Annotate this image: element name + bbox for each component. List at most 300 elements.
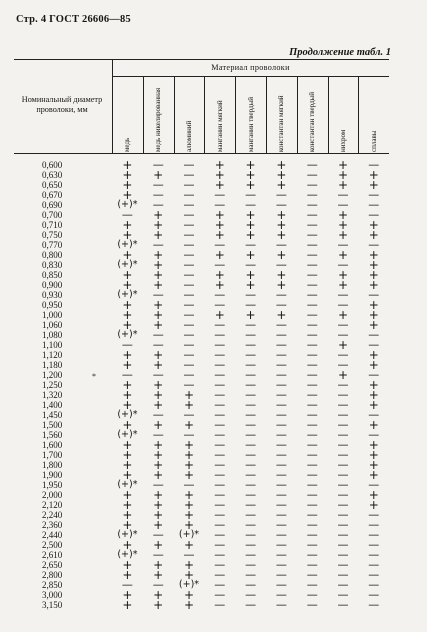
- table-cell: —: [214, 448, 226, 461]
- column-divider: [204, 76, 205, 153]
- table-cell: —: [183, 408, 195, 421]
- diameter-value: 0,950: [42, 300, 63, 310]
- table-cell: —: [306, 428, 318, 441]
- table-cell: —: [245, 328, 257, 341]
- table-cell: —: [183, 188, 195, 201]
- table-cell: —: [245, 448, 257, 461]
- table-cell: +: [183, 468, 195, 482]
- table-cell: —: [306, 308, 318, 321]
- table-cell: +: [183, 508, 195, 522]
- table-cell: +: [276, 208, 287, 222]
- table-cell: —: [368, 538, 380, 551]
- table-cell: —: [275, 488, 287, 501]
- diameter-value: 1,120: [42, 350, 63, 360]
- table-cell: —: [152, 198, 164, 211]
- table-row: [14, 600, 389, 610]
- table-cell: +: [337, 338, 349, 352]
- table-row: [14, 590, 389, 600]
- table-cell: +: [122, 518, 133, 532]
- table-cell: —: [152, 578, 164, 591]
- table-cell: —: [368, 288, 380, 301]
- table-cell: +: [122, 458, 133, 472]
- diameter-value: 1,320: [42, 390, 63, 400]
- table-cell: —: [306, 498, 318, 511]
- table-cell: —: [306, 398, 318, 411]
- table-cell: +: [183, 568, 195, 582]
- diameter-value: 1,950: [42, 480, 63, 490]
- table-cell: +: [153, 228, 164, 242]
- table-cell: —: [275, 368, 287, 381]
- table-cell: —: [337, 188, 349, 201]
- table-cell: —: [337, 508, 349, 521]
- column-divider: [297, 76, 298, 153]
- table-cell: +: [183, 388, 195, 402]
- table-cell: —: [183, 248, 195, 261]
- diameter-value: 0,650: [42, 180, 63, 190]
- table-cell: —: [245, 468, 257, 481]
- diameter-value: 1,080: [42, 330, 63, 340]
- table-row: [14, 300, 389, 310]
- table-cell: —: [275, 508, 287, 521]
- table-cell: —: [306, 298, 318, 311]
- table-cell: —: [214, 428, 226, 441]
- table-cell: —: [306, 448, 318, 461]
- table-cell: +: [153, 538, 164, 552]
- table-cell: —: [245, 418, 257, 431]
- table-cell: —: [245, 298, 257, 311]
- table-row: [14, 490, 389, 500]
- table-cell: —: [337, 408, 349, 421]
- table-cell: +: [122, 358, 133, 372]
- column-divider: [174, 76, 175, 153]
- table-cell: —: [275, 458, 287, 471]
- column-header-2: алюминий: [185, 120, 193, 152]
- table-cell: —: [368, 368, 380, 381]
- table-cell: —: [368, 518, 380, 531]
- table-cell: —: [275, 498, 287, 511]
- table-cell: +: [122, 568, 133, 582]
- table-cell: —: [214, 598, 226, 611]
- table-cell: +: [245, 208, 256, 222]
- table-cell: —: [306, 388, 318, 401]
- column-header-cell: [339, 79, 348, 152]
- table-cell: —: [306, 468, 318, 481]
- stub-divider: [112, 59, 113, 153]
- table-cell: —: [368, 158, 380, 171]
- table-cell: +: [214, 308, 225, 322]
- table-cell: —: [245, 238, 257, 251]
- column-divider: [266, 76, 267, 153]
- diameter-value: 0,630: [42, 170, 63, 180]
- table-cell: —: [245, 478, 257, 491]
- column-header-4: манганин твердый: [246, 96, 255, 152]
- table-cell: —: [337, 258, 349, 271]
- table-cell: —: [245, 398, 257, 411]
- table-cell: —: [275, 558, 287, 571]
- table-cell: —: [306, 538, 318, 551]
- table-cell: —: [183, 298, 195, 311]
- table-cell: —: [337, 418, 349, 431]
- table-cell: —: [337, 538, 349, 551]
- table-cell: +: [276, 178, 287, 192]
- table-cell: +: [122, 448, 133, 462]
- table-cell: +: [337, 268, 349, 282]
- diameter-value: 1,250: [42, 380, 63, 390]
- table-cell: (+)*: [178, 529, 200, 540]
- table-cell: —: [245, 588, 257, 601]
- table-cell: —: [368, 428, 380, 441]
- table-cell: +: [368, 438, 379, 452]
- table-cell: +: [276, 168, 287, 182]
- table-cell: —: [368, 568, 380, 581]
- table-cell: —: [245, 358, 257, 371]
- table-cell: —: [245, 368, 257, 381]
- table-cell: +: [122, 558, 133, 572]
- table-cell: +: [276, 248, 287, 262]
- table-cell: +: [368, 448, 379, 462]
- table-cell: —: [245, 438, 257, 451]
- column-divider: [328, 76, 329, 153]
- diameter-value: 2,850: [42, 580, 63, 590]
- table-cell: —: [275, 528, 287, 541]
- table-cell: —: [245, 458, 257, 471]
- diameter-value: 0,600: [42, 160, 63, 170]
- table-row: [14, 480, 389, 490]
- table-row: [14, 500, 389, 510]
- table-cell: —: [337, 428, 349, 441]
- diameter-value: 2,610: [42, 550, 63, 560]
- table-cell: —: [306, 588, 318, 601]
- table-row: [14, 200, 389, 210]
- table-cell: —: [245, 568, 257, 581]
- table-cell: —: [337, 568, 349, 581]
- table-cell: —: [214, 508, 226, 521]
- table-cell: +: [153, 558, 164, 572]
- table-cell: +: [153, 278, 164, 292]
- table-cell: +: [122, 268, 133, 282]
- table-row: [14, 360, 389, 370]
- table-cell: —: [306, 378, 318, 391]
- table-cell: —: [368, 328, 380, 341]
- table-cell: —: [214, 338, 226, 351]
- table-cell: —: [183, 258, 195, 271]
- table-cell: +: [122, 318, 133, 332]
- table-cell: —: [368, 558, 380, 571]
- table-cell: —: [337, 348, 349, 361]
- table-cell: —: [245, 488, 257, 501]
- table-cell: —: [275, 588, 287, 601]
- table-cell: +: [153, 348, 164, 362]
- table-cell: —: [337, 468, 349, 481]
- table-cell: +: [337, 218, 349, 232]
- table-cell: —: [245, 378, 257, 391]
- table-cell: —: [306, 368, 318, 381]
- table-cell: +: [183, 588, 195, 602]
- table-cell: —: [306, 478, 318, 491]
- table-cell: +: [122, 378, 133, 392]
- table-cell: —: [214, 568, 226, 581]
- table-cell: —: [306, 168, 318, 181]
- table-cell: —: [275, 348, 287, 361]
- table-cell: —: [214, 388, 226, 401]
- table-cell: —: [275, 258, 287, 271]
- table-cell: —: [306, 228, 318, 241]
- table-row: [14, 290, 389, 300]
- table-cell: —: [152, 408, 164, 421]
- table-cell: —: [183, 198, 195, 211]
- table-cell: —: [306, 348, 318, 361]
- table-cell: —: [183, 428, 195, 441]
- table-cell: —: [152, 238, 164, 251]
- table-cell: —: [368, 408, 380, 421]
- table-cell: —: [214, 348, 226, 361]
- diameter-value: 1,700: [42, 450, 63, 460]
- table-cell: +: [122, 348, 133, 362]
- table-row: [14, 440, 389, 450]
- table-cell: +: [368, 278, 379, 292]
- table-cell: —: [275, 188, 287, 201]
- table-cell: —: [275, 428, 287, 441]
- table-cell: +: [153, 508, 164, 522]
- table-cell: +: [153, 268, 164, 282]
- table-cell: +: [368, 378, 379, 392]
- diameter-value: 2,240: [42, 510, 63, 520]
- table-cell: —: [368, 508, 380, 521]
- table-cell: +: [368, 298, 379, 312]
- table-cell: +: [153, 488, 164, 502]
- table-cell: —: [183, 378, 195, 391]
- table-cell: +: [153, 418, 164, 432]
- table-cell: —: [214, 378, 226, 391]
- table-cell: —: [368, 548, 380, 561]
- table-cell: +: [368, 258, 379, 272]
- table-cell: +: [368, 348, 379, 362]
- table-cell: +: [337, 208, 349, 222]
- table-cell: +: [368, 458, 379, 472]
- column-divider: [235, 76, 236, 153]
- table-cell: —: [337, 578, 349, 591]
- table-cell: —: [183, 338, 195, 351]
- table-cell: —: [275, 518, 287, 531]
- table-cell: +: [337, 248, 349, 262]
- table-cell: —: [275, 568, 287, 581]
- diameter-value: 1,000: [42, 310, 63, 320]
- table-cell: +: [153, 168, 164, 182]
- table-cell: —: [275, 578, 287, 591]
- table-cell: —: [337, 458, 349, 471]
- table-cell: +: [368, 318, 379, 332]
- table-cell: —: [337, 598, 349, 611]
- diameter-value: 2,360: [42, 520, 63, 530]
- table-cell: +: [183, 598, 195, 612]
- diameter-value: 0,670: [42, 190, 63, 200]
- table-cell: —: [337, 388, 349, 401]
- table-cell: —: [368, 198, 380, 211]
- table-cell: —: [214, 328, 226, 341]
- table-cell: —: [368, 208, 380, 221]
- table-cell: —: [183, 168, 195, 181]
- table-cell: +: [214, 168, 225, 182]
- table-cell: —: [368, 238, 380, 251]
- table-cell: —: [337, 198, 349, 211]
- table-cell: +: [276, 218, 287, 232]
- table-cell: —: [275, 598, 287, 611]
- table-cell: +: [183, 538, 195, 552]
- diameter-value: 1,180: [42, 360, 63, 370]
- table-cell: —: [275, 548, 287, 561]
- diameter-value: 0,830: [42, 260, 63, 270]
- table-cell: +: [214, 228, 225, 242]
- diameter-value: 1,060: [42, 320, 63, 330]
- table-cell: +: [214, 158, 225, 172]
- table-cell: —: [245, 258, 257, 271]
- table-cell: +: [368, 398, 379, 412]
- table-cell: —: [337, 398, 349, 411]
- margin-asterisk: *: [92, 372, 96, 381]
- column-header-3: манганин мягкий: [215, 100, 224, 152]
- table-cell: —: [183, 178, 195, 191]
- table-cell: +: [153, 438, 164, 452]
- diameter-value: 2,120: [42, 500, 63, 510]
- table-cell: +: [368, 178, 379, 192]
- table-row: [14, 260, 389, 270]
- diameter-value: 0,800: [42, 250, 63, 260]
- table-cell: —: [214, 488, 226, 501]
- table-row: [14, 240, 389, 250]
- table-cell: —: [275, 418, 287, 431]
- table-cell: —: [214, 548, 226, 561]
- table-cell: +: [122, 538, 133, 552]
- table-cell: +: [122, 218, 133, 232]
- table-cell: —: [183, 308, 195, 321]
- table-cell: +: [337, 368, 349, 382]
- table-row: [14, 540, 389, 550]
- table-cell: —: [306, 268, 318, 281]
- table-cell: +: [122, 158, 133, 172]
- table-cell: +: [122, 498, 133, 512]
- table-cell: —: [306, 188, 318, 201]
- table-cell: —: [245, 518, 257, 531]
- table-cell: —: [306, 598, 318, 611]
- table-cell: —: [152, 368, 164, 381]
- table-cell: —: [183, 158, 195, 171]
- table-cell: —: [337, 488, 349, 501]
- table-cell: —: [306, 338, 318, 351]
- table-cell: +: [122, 188, 133, 202]
- table-cell: —: [275, 378, 287, 391]
- table-row: [14, 520, 389, 530]
- table-cell: (+)*: [178, 579, 200, 590]
- table-cell: —: [214, 518, 226, 531]
- table-cell: +: [183, 498, 195, 512]
- table-cell: —: [368, 598, 380, 611]
- table-cell: —: [214, 588, 226, 601]
- table-row: [14, 350, 389, 360]
- table-cell: —: [152, 158, 164, 171]
- table-cell: —: [368, 588, 380, 601]
- diameter-value: 3,150: [42, 600, 63, 610]
- table-cell: —: [337, 548, 349, 561]
- table-cell: —: [214, 528, 226, 541]
- table-cell: —: [183, 228, 195, 241]
- table-cell: —: [337, 478, 349, 491]
- column-header-cell: [154, 79, 163, 152]
- diameter-value: 0,930: [42, 290, 63, 300]
- table-row: [14, 370, 389, 380]
- table-cell: +: [153, 208, 164, 222]
- table-cell: +: [122, 278, 133, 292]
- table-cell: +: [245, 218, 256, 232]
- column-header-6: константан твердый: [308, 92, 317, 152]
- table-cell: —: [337, 318, 349, 331]
- table-cell: —: [306, 248, 318, 261]
- table-cell: +: [153, 468, 164, 482]
- table-cell: —: [337, 498, 349, 511]
- table-cell: (+)*: [117, 429, 138, 440]
- table-cell: +: [153, 258, 164, 272]
- table-cell: —: [306, 518, 318, 531]
- table-cell: +: [245, 278, 256, 292]
- table-cell: +: [245, 228, 256, 242]
- table-cell: —: [245, 548, 257, 561]
- table-cell: +: [337, 228, 349, 242]
- table-row: [14, 330, 389, 340]
- table-cell: +: [214, 278, 225, 292]
- table-cell: +: [153, 218, 164, 232]
- table-cell: —: [337, 358, 349, 371]
- table-cell: —: [245, 428, 257, 441]
- table-cell: —: [214, 318, 226, 331]
- table-cell: —: [214, 468, 226, 481]
- column-header-cell: [215, 79, 225, 152]
- column-header-1: медь никелированная: [154, 87, 163, 152]
- table-cell: —: [306, 278, 318, 291]
- table-cell: —: [337, 288, 349, 301]
- table-cell: —: [306, 488, 318, 501]
- table-cell: —: [214, 238, 226, 251]
- table-cell: +: [214, 208, 225, 222]
- table-cell: —: [306, 578, 318, 591]
- table-cell: —: [183, 208, 195, 221]
- table-cell: —: [306, 528, 318, 541]
- table-cell: +: [153, 398, 164, 412]
- table-cell: —: [183, 268, 195, 281]
- table-cell: +: [245, 308, 256, 322]
- table-cell: —: [337, 298, 349, 311]
- table-cell: —: [368, 338, 380, 351]
- table-cell: +: [122, 398, 133, 412]
- table-cell: +: [337, 278, 349, 292]
- table-cell: —: [214, 368, 226, 381]
- table-cell: —: [245, 338, 257, 351]
- table-cell: +: [183, 558, 195, 572]
- table-cell: —: [183, 218, 195, 231]
- diameter-value: 0,710: [42, 220, 63, 230]
- table-cell: +: [368, 228, 379, 242]
- table-cell: —: [245, 528, 257, 541]
- table-row: [14, 550, 389, 560]
- table-cell: —: [214, 418, 226, 431]
- table-cell: (+)*: [117, 409, 138, 420]
- table-row: [14, 530, 389, 540]
- table-cell: —: [152, 338, 164, 351]
- column-header-cell: [277, 79, 286, 152]
- diameter-value: 0,900: [42, 280, 63, 290]
- column-header-8: сплавы: [369, 130, 378, 152]
- diameter-value: 2,650: [42, 560, 63, 570]
- diameter-value: 3,000: [42, 590, 63, 600]
- column-header-5: константан мягкий: [277, 95, 286, 152]
